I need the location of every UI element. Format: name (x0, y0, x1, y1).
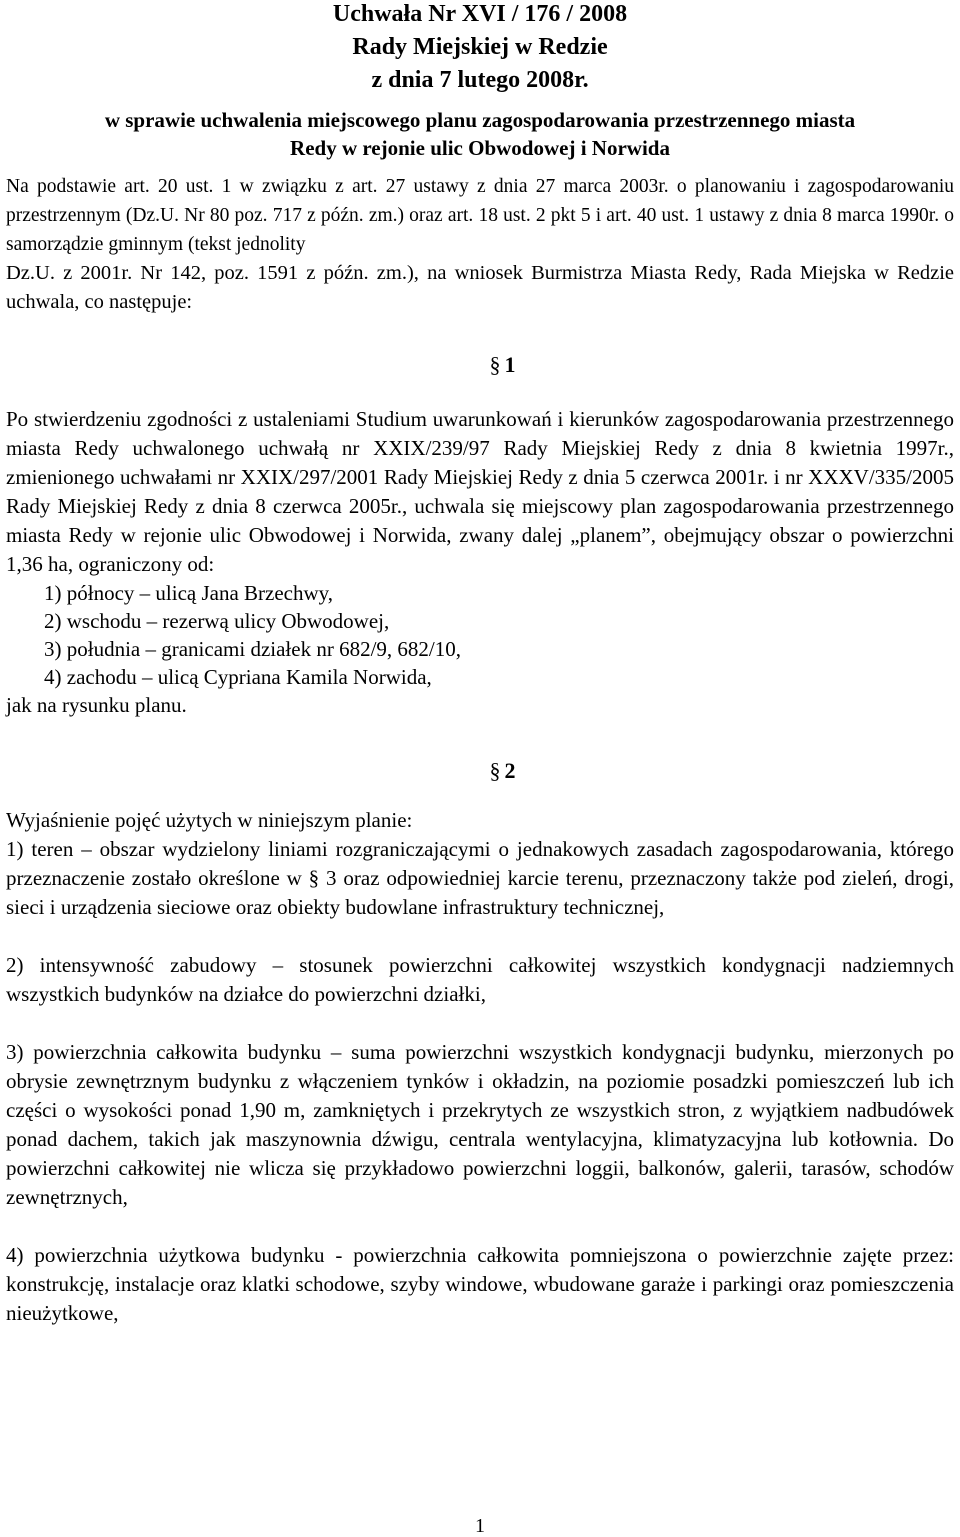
boundaries-list (6, 579, 954, 691)
section-2-heading (6, 756, 954, 786)
section-symbol: § (489, 758, 501, 783)
section-1-heading (6, 350, 954, 380)
title-line-3: z dnia 7 lutego 2008r. (371, 67, 589, 93)
preamble-text: Na podstawie art. 20 ust. 1 w związku z art. 27 ustawy z dnia 27 marca 2003r. o planowaniu i zagospodarowaniu przestrzennym (Dz.U. Nr 80 poz. 717 z późn. zm.) oraz art. 18 ust. 2 pkt 5 i art. 40 ust. 1 ustawy z dnia 8 marca 1990r. o samorządzie gminnym (tekst jednolity (6, 176, 954, 255)
section-number: 1 (504, 352, 516, 377)
section-symbol: § (489, 352, 501, 377)
list-item: 2) wschodu – rezerwą ulicy Obwodowej, (44, 609, 390, 633)
subject-line-1: w sprawie uchwalenia miejscowego planu zagospodarowania przestrzennego miasta (104, 108, 856, 132)
definition-item: 2) intensywność zabudowy – stosunek powierzchni całkowitej wszystkich kondygnacji nadziemnych wszystkich budynków na działce do powierzchni działki, (6, 953, 954, 1006)
list-item: 1) północy – ulicą Jana Brzechwy, (44, 581, 334, 605)
definition-item: 1) teren – obszar wydzielony liniami rozgraniczającymi o jednakowych zasadach zagospodarowania, którego przeznaczenie zostało określone w § 3 oraz odpowiedniej karcie terenu, przeznaczony także pod zieleń, drogi, sieci i urządzenia sieciowe oraz obiekty budowlane infrastruktury technicznej, (6, 837, 954, 919)
resolution-subject (6, 106, 954, 162)
resolution-title (6, 0, 954, 97)
section-2-intro: Wyjaśnienie pojęć użytych w niniejszym planie: (6, 808, 413, 832)
definition-item: 3) powierzchnia całkowita budynku – suma powierzchni wszystkich kondygnacji budynku, mierzonych po obrysie zewnętrznym budynku z włączeniem tynków i okładzin, na poziomie posadzki pomieszczeń lub ich części o wysokości ponad 1,90 m, zamkniętych i przekrytych ze wszystkich stron, z wyjątkiem nadbudówek ponad dachem, takich jak maszynownia dźwigu, centrala wentylacyjna, klimatyzacyjna lub kotłownia. Do powierzchni całkowitej nie wlicza się przykładowo powierzchni loggii, balkonów, galerii, tarasów, schodów zewnętrznych, (6, 1040, 954, 1209)
title-line-2: Rady Miejskiej w Redzie (352, 34, 608, 60)
section-1-closing: jak na rysunku planu. (6, 693, 187, 717)
section-1-text: Po stwierdzeniu zgodności z ustaleniami Studium uwarunkowań i kierunków zagospodarowania przestrzennego miasta Redy uchwalonego uchwałą nr XXIX/239/97 Rady Miejskiej Redy z dnia 8 kwietnia 1997r., zmienionego uchwałami nr XXIX/297/2001 Rady Miejskiej Redy z dnia 5 czerwca 2001r. i nr XXXV/335/2005 Rady Miejskiej Redy z dnia 8 czerwca 2005r., uchwala się miejscowy plan zagospodarowania przestrzennego miasta Redy w rejonie ulic Obwodowej i Norwida, zwany dalej „planem”, obejmujący obszar o powierzchni 1,36 ha, ograniczony od: (6, 407, 954, 576)
document-page (6, 0, 954, 1328)
title-line-1: Uchwała Nr XVI / 176 / 2008 (332, 1, 628, 27)
definition-item: 4) powierzchnia użytkowa budynku - powierzchnia całkowita pomniejszona o powierzchnie zajęte przez: konstrukcję, instalacje oraz klatki schodowe, szyby windowe, wbudowane garaże i parkingi oraz pomieszczenia nieużytkowe, (6, 1243, 954, 1325)
list-item: 3) południa – granicami działek nr 682/9, 682/10, (44, 637, 461, 661)
section-number: 2 (504, 758, 516, 783)
page-number: 1 (475, 1515, 485, 1537)
preamble-text-continued: Dz.U. z 2001r. Nr 142, poz. 1591 z późn. zm.), na wniosek Burmistrza Miasta Redy, Rada Miejska w Redzie uchwala, co następuje: (6, 262, 954, 313)
list-item: 4) zachodu – ulicą Cypriana Kamila Norwida, (44, 665, 432, 689)
subject-line-2: Redy w rejonie ulic Obwodowej i Norwida (290, 136, 670, 160)
